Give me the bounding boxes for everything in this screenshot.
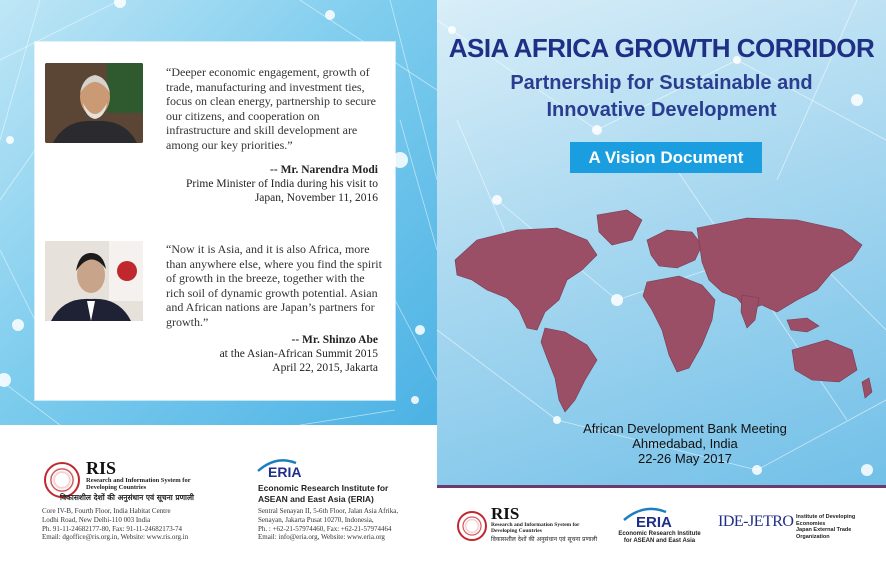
- ris-full-name: Research and Information System for Developing Countries: [491, 522, 580, 534]
- ide-jetro-full-name: [796, 514, 876, 540]
- modi-attribution: [180, 163, 378, 205]
- modi-quote-text: “Deeper economic engagement, growth of trade, manufacturing and investment ties, focus on clean energy, partnership to secure our citizens, and cooperation on infrastructure and skill development are among our key priorities.”: [166, 65, 376, 152]
- modi-role: Prime Minister of India during his visit to Japan, November 11, 2016: [186, 178, 378, 204]
- narendra-modi-photo: [45, 63, 143, 143]
- ris-email: Email: dgoffice@ris.org.in, Website: www.ris.org.in: [42, 533, 189, 542]
- abe-quote-text: “Now it is Asia, and it is also Africa, more than anywhere else, where you find the spirit of growth in the breeze, together with the rich soil of dynamic growth potential. Asian and African nations are Japan’s partners for growth.”: [166, 242, 382, 329]
- document-subtitle: [437, 70, 886, 124]
- ris-hindi-name: विकासशील देशों की अनुसंधान एवं सूचना प्रणाली: [60, 493, 195, 502]
- ris-address-line: Lodhi Road, New Delhi-110 003 India: [42, 515, 151, 524]
- ide-jetro-logo: IDE-JETRO: [718, 513, 794, 530]
- eria-full-name: [612, 531, 707, 545]
- meeting-location: Ahmedabad, India: [632, 436, 738, 451]
- eria-name-line-2: ASEAN and East Asia (ERIA): [258, 493, 374, 504]
- ris-address-line: Core IV-B, Fourth Floor, India Habitat Centre: [42, 507, 171, 515]
- abe-attribution: [180, 333, 378, 375]
- ris-name: RIS: [491, 504, 520, 523]
- eria-full-name: [258, 483, 428, 504]
- eria-email: Email: info@eria.org, Website: www.eria.org: [258, 533, 385, 542]
- meeting-title: African Development Bank Meeting: [583, 421, 787, 436]
- document-title: ASIA AFRICA GROWTH CORRIDOR: [448, 33, 875, 63]
- portrait-icon: [45, 63, 143, 143]
- ris-name: RIS: [86, 458, 117, 478]
- ris-hindi-name: विकासशील देशों की अनुसंधान एवं सूचना प्रणाली: [491, 536, 598, 543]
- world-map-icon: [447, 200, 877, 415]
- eria-logo-text: ERIA: [268, 464, 302, 479]
- eria-logo-icon: [256, 457, 322, 479]
- eria-logo-text: ERIA: [636, 514, 672, 529]
- eria-name-line-1: Economic Research Institute for: [258, 483, 389, 493]
- eria-name-line-2: for ASEAN and East Asia: [623, 538, 696, 544]
- meeting-dates: 22-26 May 2017: [638, 451, 732, 466]
- ide-jetro-line-2: Japan External Trade Organization: [796, 527, 852, 540]
- subtitle-line-1: Partnership for Sustainable and: [510, 72, 813, 94]
- meeting-info: [550, 421, 820, 466]
- modi-name: -- Mr. Narendra Modi: [270, 164, 378, 176]
- ide-jetro-line-1: Institute of Developing Economies: [796, 514, 856, 527]
- eria-logo-icon: [622, 505, 694, 529]
- eria-address-line: Senayan, Jakarta Pusat 10270, Indonesia,: [258, 515, 374, 524]
- ris-logo-icon: [457, 511, 487, 541]
- eria-address-line: Sentral Senayan II, 5-6th Floor, Jalan Asia Afrika,: [258, 507, 399, 515]
- abe-date: April 22, 2015, Jakarta: [272, 362, 378, 374]
- eria-phone: Ph. : +62-21-57974460, Fax: +62-21-57974464: [258, 524, 392, 533]
- vision-document-badge: A Vision Document: [570, 142, 762, 173]
- abe-name: -- Mr. Shinzo Abe: [291, 334, 378, 346]
- subtitle-line-2: Innovative Development: [546, 99, 777, 121]
- abe-event: at the Asian-African Summit 2015: [219, 348, 378, 360]
- footer-divider: [437, 485, 886, 488]
- shinzo-abe-photo: [45, 241, 143, 321]
- ris-address: [42, 507, 242, 542]
- eria-name-line-1: Economic Research Institute: [618, 531, 701, 537]
- eria-address: [258, 507, 433, 542]
- ris-phone: Ph. 91-11-24682177-80, Fax: 91-11-24682173-74: [42, 524, 183, 533]
- ris-full-name: Research and Information System for Developing Countries: [86, 477, 191, 491]
- portrait-icon: [45, 241, 143, 321]
